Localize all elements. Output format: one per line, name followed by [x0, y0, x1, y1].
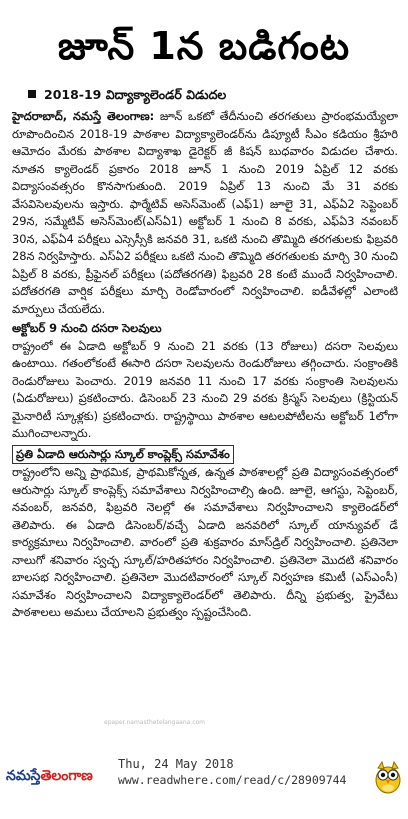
intro-paragraph: [12, 108, 398, 318]
epaper-watermark: epaper.namasthetelangaana.com: [104, 719, 206, 726]
dasara-paragraph: రాష్ట్రంలో ఈ ఏడాది అక్టోబర్ 9 నుంచి 21 వరకు (13 రోజులు) దసరా సెలవులు ఉంటాయి. గతంలోకంటే ఈసారి దసరా సెలవులను రెండురోజులు తగ్గించారు. సంక్రాంతికి రెండురోజులు పెంచారు. 2019 జనవరి 11 నుంచి 17 వరకు సంక్రాంతి సెలవులను (ఏడురోజులు) ప్రకటించారు. డిసెంబర్ 23 నుంచి 29 వరకు క్రిస్మస్ సెలవులు (క్రిస్టియన్ మైనారిటీ స్కూళ్లకు) ప్రకటించారు. రాష్ట్రస్థాయి పాఠశాల ఆటలపోటీలను అక్టోబర్ 1లోగా ముగించాలన్నారు.: [12, 338, 398, 440]
newspaper-logo: [6, 765, 116, 787]
square-bullet-icon: [28, 90, 36, 98]
article-body: [12, 108, 398, 718]
dateline: హైదరాబాద్, నమస్తే తెలంగాణ:: [12, 109, 155, 123]
edition-date: Thu, 24 May 2018: [118, 757, 234, 771]
section-heading-school-complex: ప్రతి ఏడాది ఆరుసార్లు స్కూల్ కాంప్లెక్స్ సమావేశం: [12, 445, 234, 465]
subheadline: [28, 86, 398, 104]
logo-part-namasthe: నమస్తే: [6, 768, 41, 784]
section-heading-dasara: అక్టోబర్ 9 నుంచి దసరా సెలవులు: [12, 321, 162, 335]
logo-part-telangana: తెలంగాణ: [40, 768, 93, 784]
owl-icon: [372, 760, 404, 794]
source-url[interactable]: www.readwhere.com/read/c/28909744: [118, 773, 347, 787]
school-complex-paragraph: రాష్ట్రంలోని అన్ని ప్రాథమిక, ప్రాథమికోన్నత, ఉన్నత పాఠశాలల్లో ప్రతి విద్యాసంవత్సరంలో ఆరుసార్లు స్కూల్ కాంప్లెక్స్ సమావేశాలు నిర్వహించాల్సి ఉంది. జూలై, ఆగస్టు, సెప్టెంబర్, నవంబర్, జనవరి, ఫిబ్రవరి నెలల్లో ఈ సమావేశాలు నిర్వహించాలని క్యాలెండర్‌లో తెలిపారు. ఈ ఏడాది డిసెంబర్/వచ్చే ఏడాది జనవరిలో స్కూల్ యాన్యువల్ డే కార్యక్రమాలు నిర్వహించాలి. వారంలో ప్రతి శుక్రవారం మాస్‌డ్రిల్ నిర్వహించాలి. ప్రతినెలా నాలుగో శనివారం స్వచ్ఛ స్కూల్/హరితహారం నిర్వహించాలి. ప్రతినెలా మొదటి శనివారం బాలసభ నిర్వహించాలి. ప్రతినెలా మొదటివారంలో స్కూల్ నిర్వహణ కమిటీ (ఎస్‌ఎంసీ) సమావేశం నిర్వహించాలని విద్యాక్యాలెండర్‌లో తెలిపారు. దీన్ని ప్రభుత్వ, ప్రైవేటు పాఠశాలలు అమలు చేయాలని ప్రభుత్వం స్పష్టంచేసింది.: [12, 465, 398, 619]
subheadline-text: 2018-19 విద్యాక్యాలెండర్ విడుదల: [44, 87, 227, 102]
headline: జూన్ 1న బడిగంట: [57, 24, 351, 68]
intro-text: జూన్ ఒకటో తేదీనుంచి తరగతులు ప్రారంభమయ్యేలా రూపొందించిన 2018-19 పాఠశాల విద్యాక్యాలెండర్‌ను డిప్యూటీ సీఎం కడియం శ్రీహరి ఆమోదం మేరకు పాఠశాల విద్యాశాఖ డైరెక్టర్ జీ కిషన్ బుధవారం విడుదల చేశారు. నూతన క్యాలెండర్ ప్రకారం 2018 జూన్ 1 నుంచి 2019 ఏప్రిల్ 12 వరకు విద్యాసంవత్సరం కొనసాగుతుంది. 2019 ఏప్రిల్ 13 నుంచి మే 31 వరకు వేసవిసెలవులను ఇస్తారు. ఫార్మేటివ్ అసెస్‌మెంట్ (ఎఫ్1) జూలై 31, ఎఫ్‌ఏ2 సెప్టెంబర్ 29న, సమ్మేటివ్ అసెస్‌మెంట్(ఎస్‌ఏ1) అక్టోబర్ 1 నుంచి 8 వరకు, ఎఫ్‌ఏ3 నవంబర్ 30న, ఎఫ్‌ఏ4 పరీక్షలు ఎస్సెస్సీకి జనవరి 31, ఒకటి నుంచి తొమ్మిది తరగతులకు ఫిబ్రవరి 28న నిర్వహిస్తారు. ఎస్‌ఏ2 పరీక్షలు ఒకటి నుంచి తొమ్మిది తరగతులకు మార్చి 30 నుంచి ఏప్రిల్ 8 వరకు, ప్రీఫైనల్ పరీక్షలు (పదోతరగతి) ఫిబ్రవరి 28 కంటే ముందే నిర్వహించాలి. పదోతరగతి వార్షిక పరీక్షలు మార్చి రెండోవారంలో నిర్వహించాలి. ఐడీవేళల్లో ఎలాంటి మార్పులు చేయలేదు.: [12, 109, 398, 316]
